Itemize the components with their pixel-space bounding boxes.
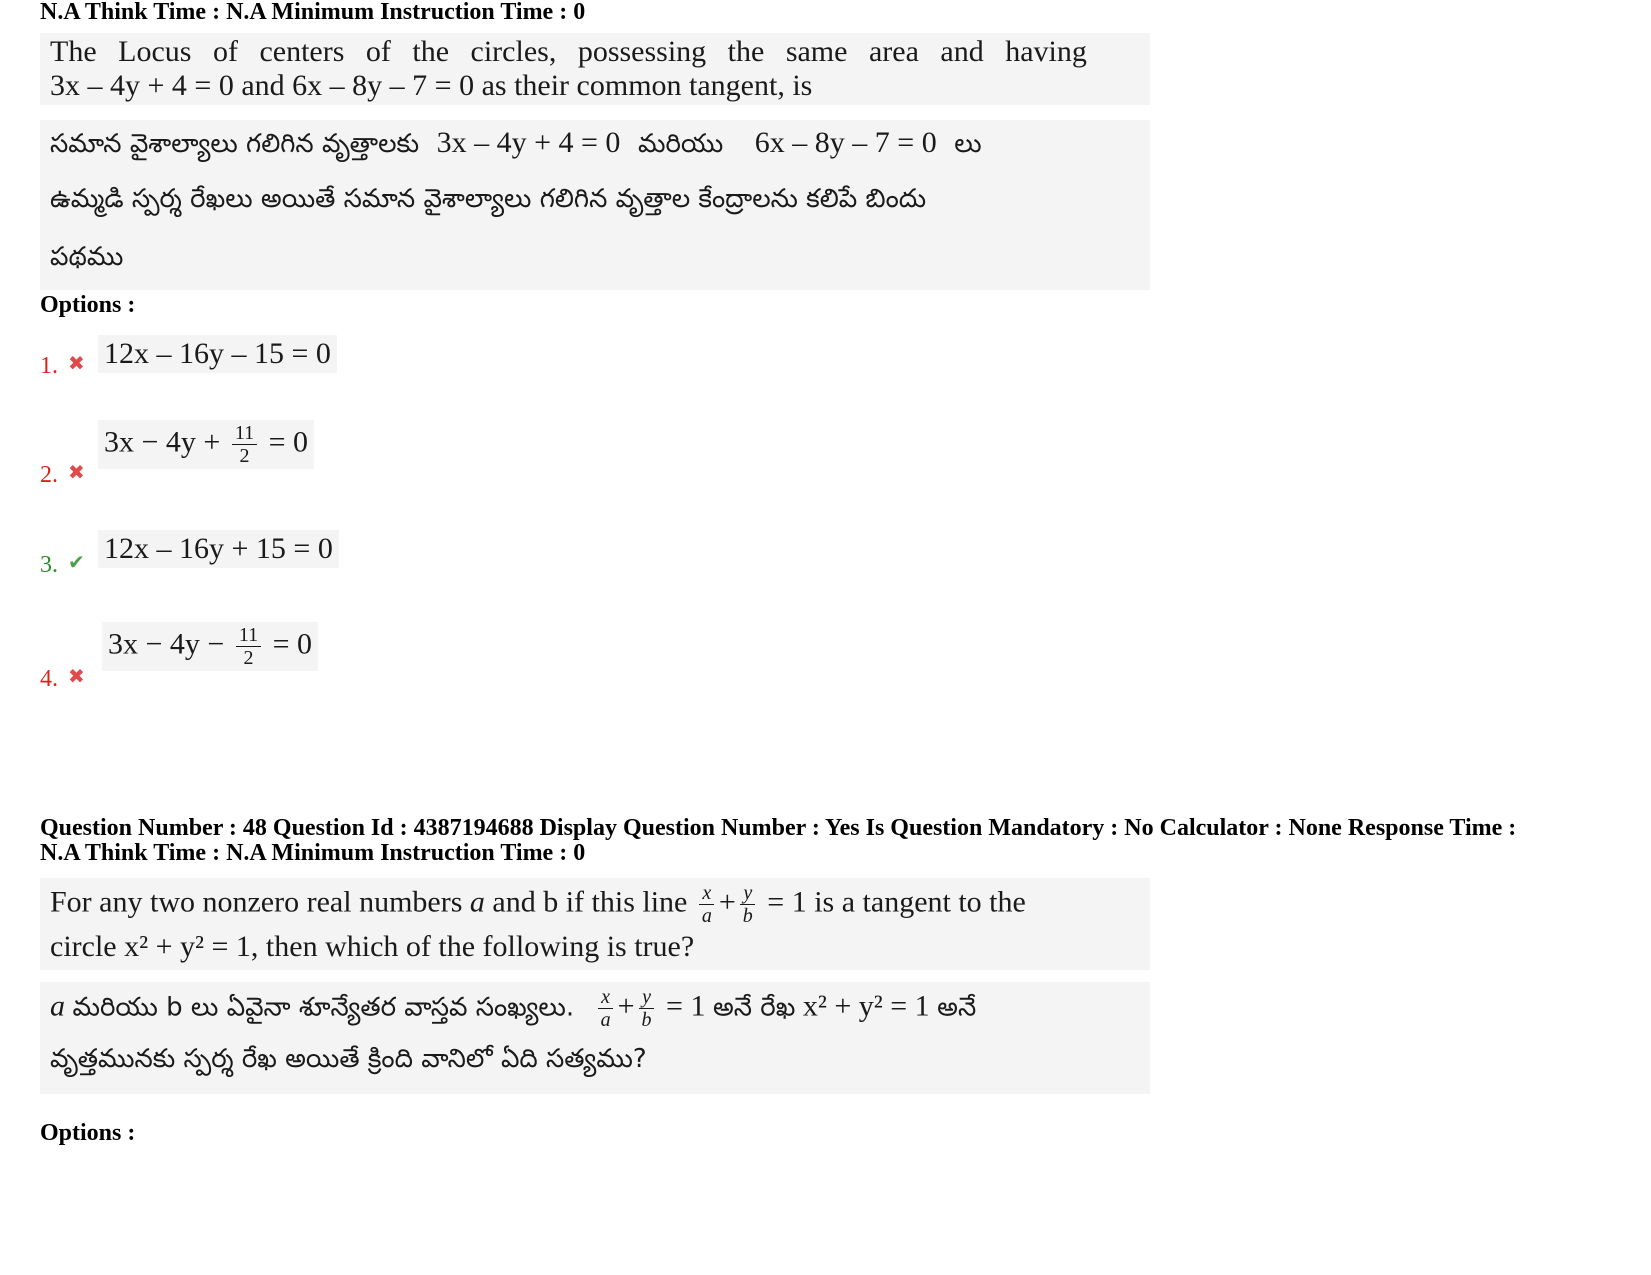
plus-sign: + bbox=[718, 885, 736, 919]
telugu-text: మరియు bbox=[637, 129, 724, 159]
option-number: 3. bbox=[40, 552, 58, 578]
question-47-telugu-line-3: పథము bbox=[50, 242, 124, 272]
fraction-numerator: y bbox=[639, 986, 654, 1009]
option-number: 4. bbox=[40, 666, 58, 692]
telugu-text: లు bbox=[954, 129, 982, 159]
equation: 3x – 4y + 4 = 0 bbox=[436, 126, 621, 159]
question-48-meta-line-2: N.A Think Time : N.A Minimum Instruction Time : 0 bbox=[40, 840, 586, 866]
option-text: 12x – 16y + 15 = 0 bbox=[98, 530, 339, 568]
question-48-english-line-2: circle x² + y² = 1, then which of the following is true? bbox=[50, 930, 695, 963]
expression-left: 3x − 4y − bbox=[108, 627, 225, 661]
telugu-text: అనే bbox=[937, 992, 977, 1023]
expression-right: = 0 bbox=[272, 627, 313, 661]
text: = 1 is a tangent to the bbox=[767, 885, 1026, 919]
question-48-telugu-line-2: వృత్తమునకు స్పర్శ రేఖ అయితే క్రింది వానిలో ఏది సత్యము? bbox=[50, 1044, 647, 1074]
option-expression bbox=[102, 622, 318, 671]
fraction-x-over-a bbox=[598, 986, 614, 1031]
telugu-text: అనే రేఖ bbox=[712, 992, 796, 1023]
options-label: Options : bbox=[40, 1120, 136, 1146]
question-meta-tail: N.A Think Time : N.A Minimum Instruction Time : 0 bbox=[40, 0, 586, 25]
equation: 6x – 8y – 7 = 0 bbox=[754, 126, 937, 159]
expression-left: 3x − 4y + bbox=[104, 425, 221, 459]
question-48-english-block bbox=[40, 878, 1150, 970]
fraction-numerator: 11 bbox=[236, 624, 261, 647]
telugu-text: మరియు b లు ఏవైనా శూన్యేతర వాస్తవ సంఖ్యలు. bbox=[72, 992, 575, 1023]
option-number: 1. bbox=[40, 353, 58, 379]
text: For any two nonzero real numbers bbox=[50, 885, 463, 919]
question-48-telugu-block bbox=[40, 982, 1150, 1094]
fraction bbox=[232, 422, 257, 467]
fraction bbox=[236, 624, 261, 669]
fraction-numerator: 11 bbox=[232, 422, 257, 445]
fraction-numerator: x bbox=[598, 986, 613, 1009]
question-47-english-line-2: 3x – 4y + 4 = 0 and 6x – 8y – 7 = 0 as their common tangent, is bbox=[50, 69, 813, 102]
question-48-english-line-1 bbox=[50, 882, 1026, 927]
text: and b if this line bbox=[492, 885, 688, 919]
expression-right: = 0 bbox=[268, 425, 309, 459]
telugu-text: సమాన వైశాల్యాలు గలిగిన వృత్తాలకు bbox=[50, 129, 420, 159]
fraction-denominator: 2 bbox=[239, 445, 250, 467]
option-3[interactable] bbox=[40, 530, 440, 590]
wrong-mark-icon: ✖ bbox=[68, 460, 85, 484]
fraction-denominator: a bbox=[701, 905, 712, 927]
fraction-numerator: y bbox=[740, 882, 755, 905]
question-48-meta-line-1: Question Number : 48 Question Id : 4387194688 Display Question Number : Yes Is Question Mandatory : No Calculator : None Response Time : bbox=[40, 815, 1517, 841]
equation: = 1 bbox=[666, 989, 706, 1023]
option-1[interactable] bbox=[40, 335, 440, 395]
fraction-x-over-a bbox=[699, 882, 715, 927]
fraction-y-over-b bbox=[639, 986, 655, 1031]
question-47-telugu-block bbox=[40, 120, 1150, 290]
question-48-telugu-line-1 bbox=[50, 986, 976, 1031]
equation: x² + y² = 1 bbox=[802, 989, 930, 1023]
fraction-denominator: 2 bbox=[243, 647, 254, 669]
fraction-denominator: a bbox=[600, 1009, 611, 1031]
option-4[interactable] bbox=[40, 622, 440, 702]
plus-sign: + bbox=[617, 989, 635, 1023]
wrong-mark-icon: ✖ bbox=[68, 351, 85, 375]
question-47-telugu-line-2: ఉమ్మడి స్పర్శ రేఖలు అయితే సమాన వైశాల్యాలు గలిగిన వృత్తాల కేంద్రాలను కలిపే బిందు bbox=[50, 184, 927, 214]
variable-a: a bbox=[50, 989, 65, 1023]
question-47-english-line-1: The Locus of centers of the circles, possessing the same area and having bbox=[50, 35, 1087, 68]
options-label: Options : bbox=[40, 292, 136, 318]
option-number: 2. bbox=[40, 462, 58, 488]
wrong-mark-icon: ✖ bbox=[68, 664, 85, 688]
fraction-denominator: b bbox=[641, 1009, 652, 1031]
question-47-telugu-line-1 bbox=[50, 126, 982, 165]
fraction-y-over-b bbox=[740, 882, 756, 927]
option-text: 12x – 16y – 15 = 0 bbox=[98, 335, 337, 373]
correct-check-icon: ✔ bbox=[68, 550, 85, 574]
option-2[interactable] bbox=[40, 420, 440, 500]
fraction-denominator: b bbox=[742, 905, 753, 927]
question-47-english-block bbox=[40, 33, 1150, 105]
fraction-numerator: x bbox=[699, 882, 714, 905]
variable-a: a bbox=[469, 885, 485, 919]
option-expression bbox=[98, 420, 314, 469]
